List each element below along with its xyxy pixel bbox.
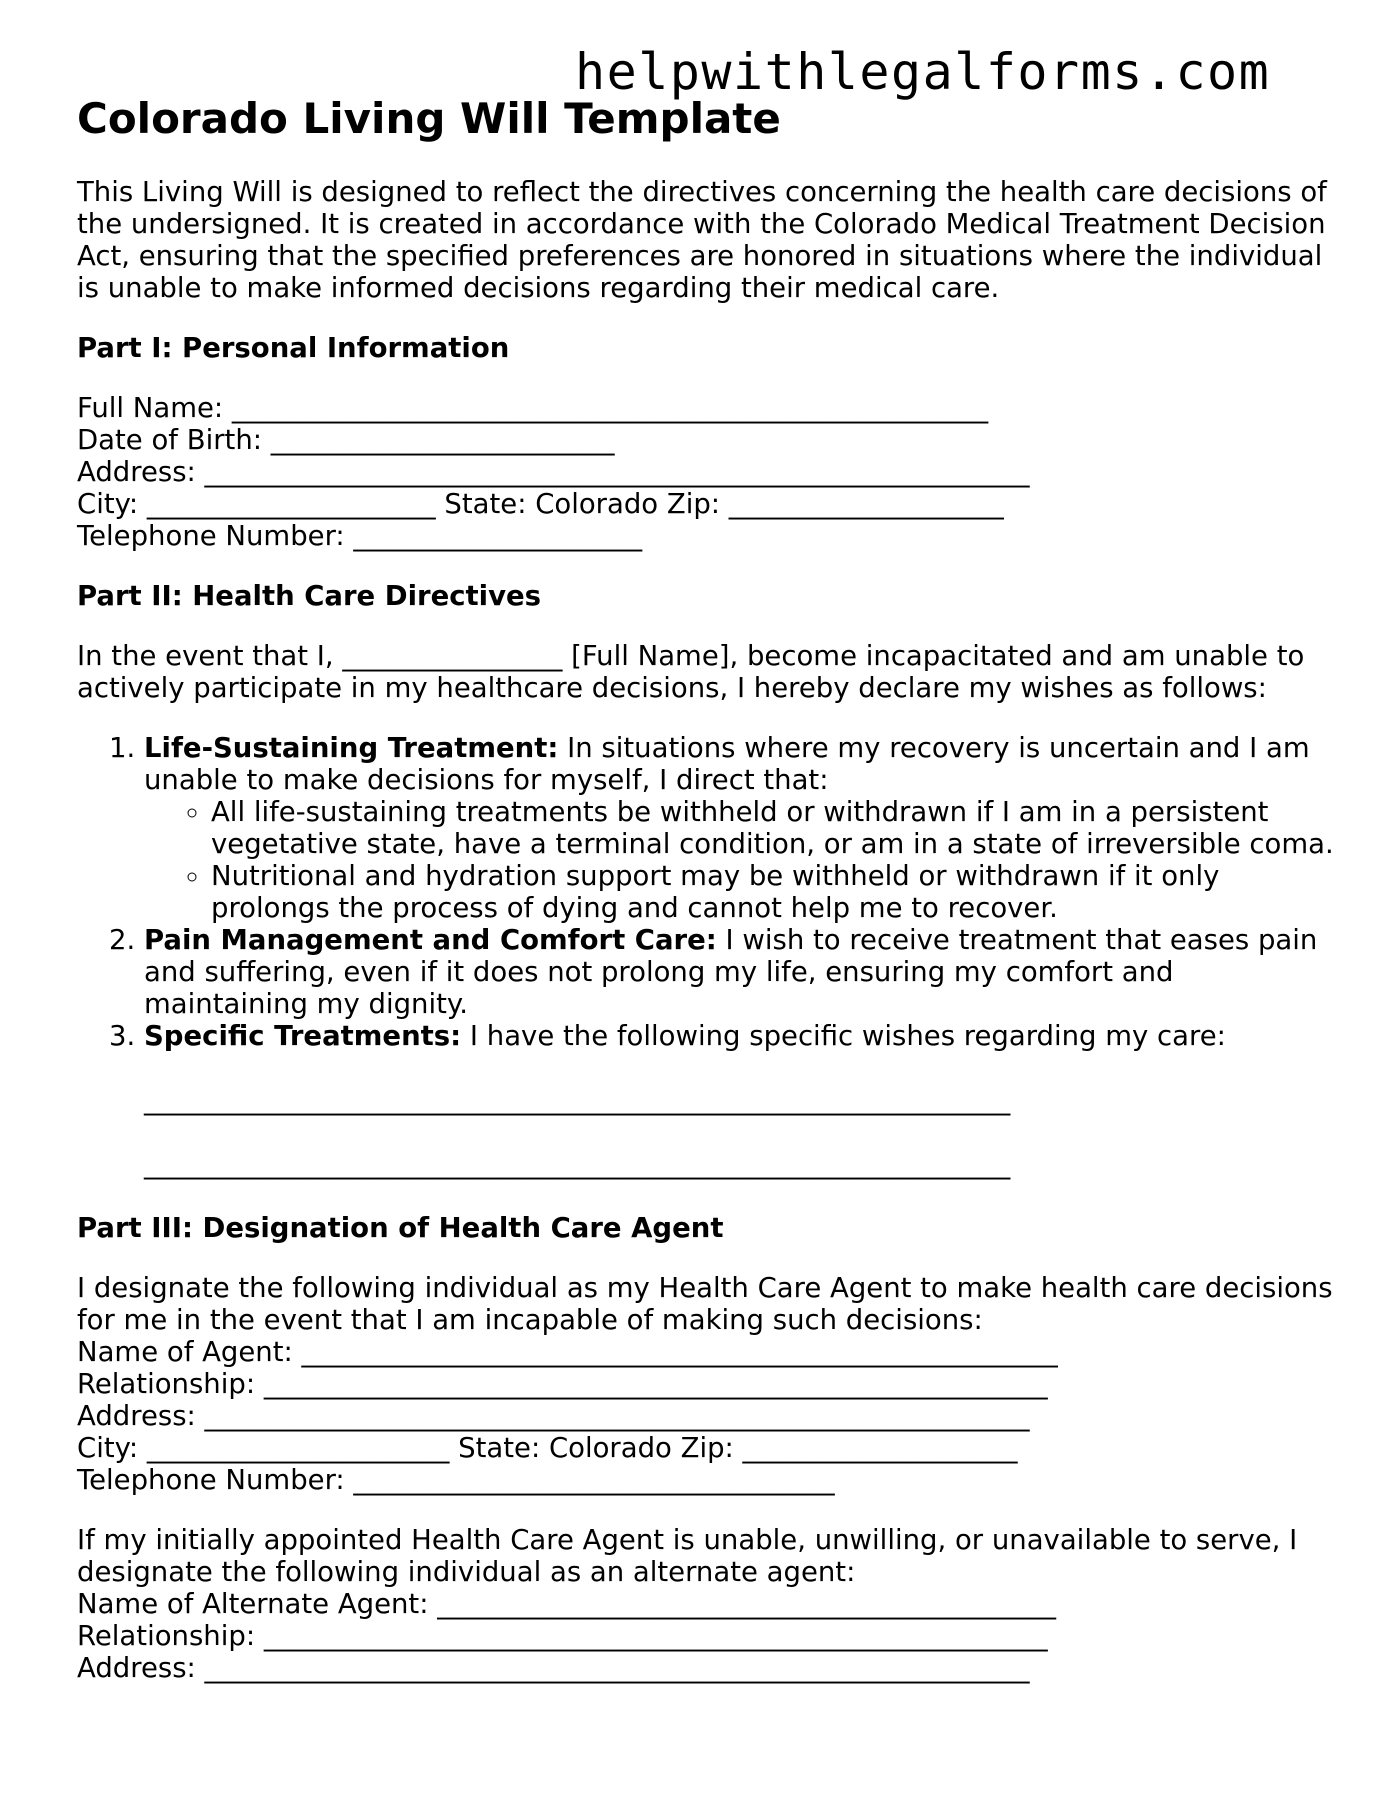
telephone-field[interactable]: Telephone Number: _____________________ [77, 520, 643, 552]
sub-list [144, 796, 1337, 924]
directive-label: Pain Management and Comfort Care: [144, 924, 717, 956]
alternate-agent-name-field[interactable]: Name of Alternate Agent: _____________________________________________ [77, 1588, 1056, 1620]
directive-text: I wish to receive treatment that eases pain and suffering, even if it does not prolong my life, ensuring my comfort and maintaining my dignity. [144, 924, 1318, 1020]
directive-text: In situations where my recovery is uncertain and I am unable to make decisions for myself, I direct that: [144, 732, 1310, 796]
agent-name-field[interactable]: Name of Agent: _______________________________________________________ [77, 1336, 1058, 1368]
agent-intro: I designate the following individual as my Health Care Agent to make health care decisions for me in the event that I am incapable of making such decisions: [77, 1272, 1333, 1336]
page-title: Colorado Living Will Template [77, 94, 781, 143]
date-of-birth-field[interactable]: Date of Birth: _________________________ [77, 424, 615, 456]
directive-label: Specific Treatments: [144, 1020, 462, 1052]
intro-paragraph: This Living Will is designed to reflect the directives concerning the health care decisions of the undersigned. It is created in accordance with the Colorado Medical Treatment Decision Act, ensuring that the specified preferences are honored in situations where the individual is unable to make informed decisions regarding their medical care. [77, 176, 1327, 304]
list-item [144, 1020, 1337, 1052]
alternate-agent-address-field[interactable]: Address: ____________________________________________________________ [77, 1652, 1030, 1684]
part1-heading: Part I: Personal Information [77, 332, 510, 364]
alternate-agent-intro: If my initially appointed Health Care Agent is unable, unwilling, or unavailable to serve, I designate the following individual as an alternate agent: [77, 1524, 1298, 1588]
address-field[interactable]: Address: ____________________________________________________________ [77, 456, 1030, 488]
city-state-zip-field[interactable]: City: _____________________ State: Colorado Zip: ____________________ [77, 488, 1004, 520]
directives-intro: In the event that I, ________________ [Full Name], become incapacitated and am unable to actively participate in my healthcare decisions, I hereby declare my wishes as follows: [77, 640, 1305, 704]
site-watermark: helpwithlegalforms.com [575, 43, 1271, 101]
alternate-agent-relationship-field[interactable]: Relationship: _________________________________________________________ [77, 1620, 1048, 1652]
directive-label: Life-Sustaining Treatment: [144, 732, 559, 764]
list-item: ◦ Nutritional and hydration support may be withheld or withdrawn if it only prolongs the process of dying and cannot help me to recover. [211, 860, 1337, 924]
specific-wish-line-2[interactable]: _______________________________________________________________ [144, 1148, 1011, 1180]
full-name-field[interactable]: Full Name: _______________________________________________________ [77, 392, 989, 424]
part2-heading: Part II: Health Care Directives [77, 580, 542, 612]
part3-heading: Part III: Designation of Health Care Agent [77, 1212, 724, 1244]
directives-list [77, 732, 1337, 1052]
specific-wishes-lines [77, 1084, 1337, 1180]
directive-text: I have the following specific wishes regarding my care: [461, 1020, 1226, 1052]
agent-fields [77, 1272, 1337, 1496]
alternate-agent-fields [77, 1524, 1337, 1684]
list-item [144, 732, 1337, 924]
agent-telephone-field[interactable]: Telephone Number: ___________________________________ [77, 1464, 835, 1496]
list-item: ◦ All life-sustaining treatments be withheld or withdrawn if I am in a persistent vegetative state, have a terminal condition, or am in a state of irreversible coma. [211, 796, 1337, 860]
document-page [77, 93, 1337, 1712]
agent-city-state-zip-field[interactable]: City: ______________________ State: Colorado Zip: ____________________ [77, 1432, 1018, 1464]
agent-address-field[interactable]: Address: ____________________________________________________________ [77, 1400, 1030, 1432]
specific-wish-line-1[interactable]: _______________________________________________________________ [144, 1084, 1011, 1116]
personal-info-fields [77, 392, 1337, 552]
agent-relationship-field[interactable]: Relationship: _________________________________________________________ [77, 1368, 1048, 1400]
list-item [144, 924, 1337, 1020]
